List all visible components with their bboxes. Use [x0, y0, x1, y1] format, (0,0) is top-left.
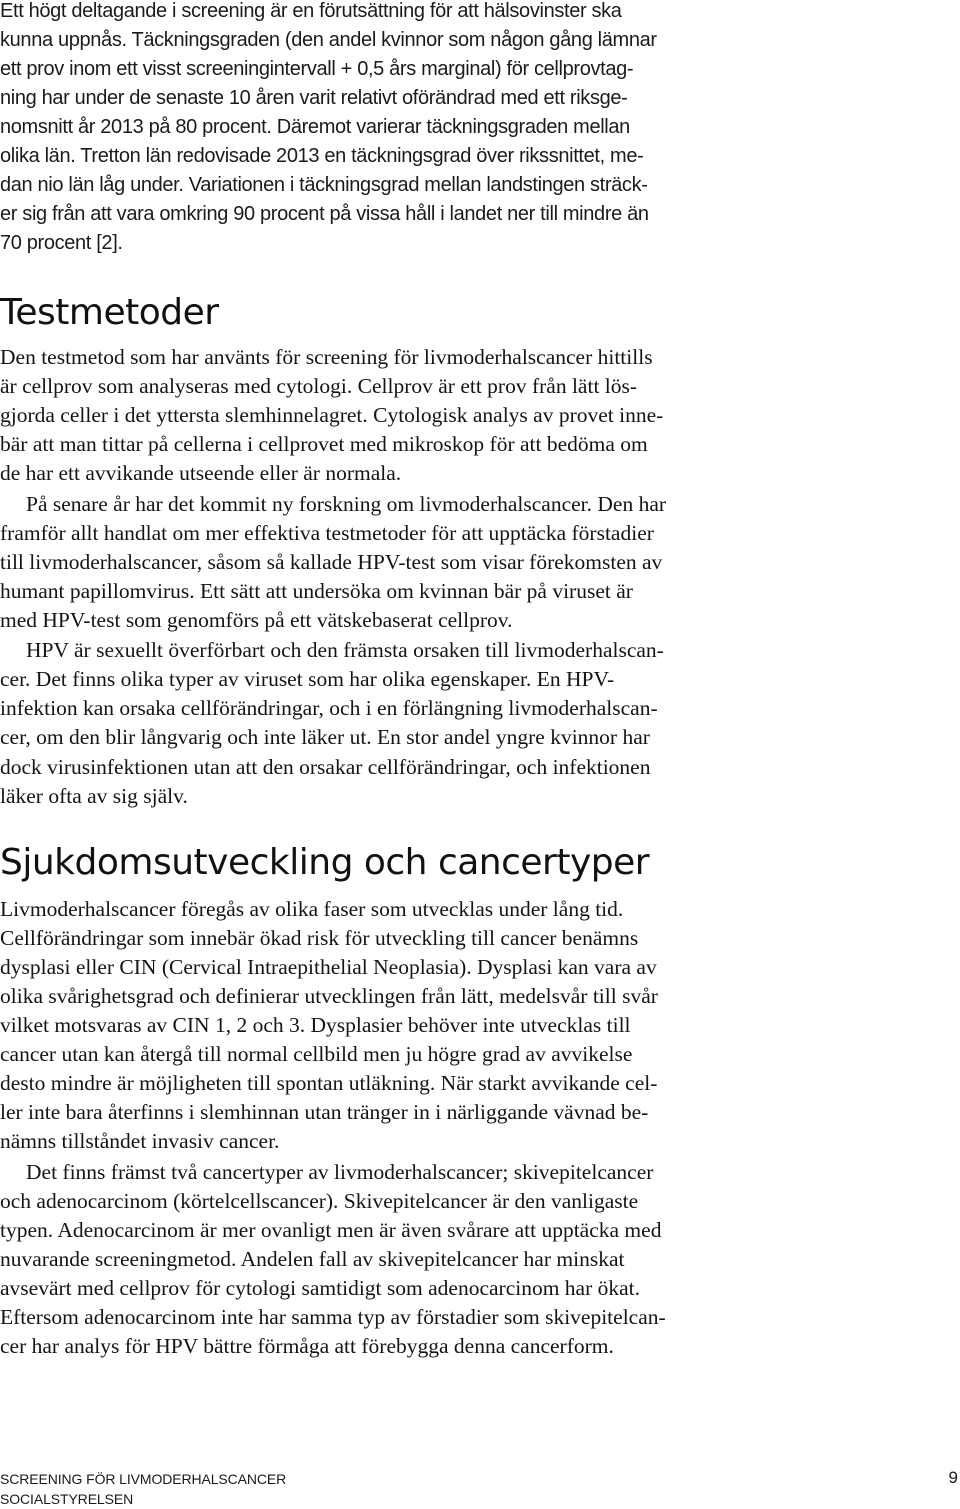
text-line: de har ett avvikande utseende eller är normala.: [0, 461, 402, 485]
text-line: cer har analys för HPV bättre förmåga att förebygga denna cancerform.: [0, 1334, 614, 1358]
text-line: vilket motsvaras av CIN 1, 2 och 3. Dysplasier behöver inte utvecklas till: [0, 1013, 631, 1037]
text-line: cancer utan kan återgå till normal cellbild men ju högre grad av avvikelse: [0, 1042, 633, 1066]
text-line: Ett högt deltagande i screening är en förutsättning för att hälsovinster ska: [0, 0, 622, 22]
text-line: Eftersom adenocarcinom inte har samma typ av förstadier som skivepitelcan-: [0, 1305, 666, 1329]
text-line: är cellprov som analyseras med cytologi. Cellprov är ett prov från lätt lös-: [0, 374, 638, 398]
text-line: ett prov inom ett visst screeningintervall + 0,5 års marginal) för cellprovtag-: [0, 58, 634, 80]
text-line: kunna uppnås. Täckningsgraden (den andel kvinnor som någon gång lämnar: [0, 29, 657, 51]
footer-organization: SOCIALSTYRELSEN: [0, 1491, 134, 1507]
text-line: Livmoderhalscancer föregås av olika faser som utvecklas under lång tid.: [0, 897, 624, 921]
text-line: HPV är sexuellt överförbart och den främsta orsaken till livmoderhalscan-: [26, 638, 664, 662]
text-line: er sig från att vara omkring 90 procent på vissa håll i landet ner till mindre än: [0, 203, 649, 225]
section-heading-testmetoder: Testmetoder: [0, 292, 219, 333]
text-line: typen. Adenocarcinom är mer ovanligt men är även svårare att upptäcka med: [0, 1218, 662, 1242]
text-line: till livmoderhalscancer, såsom så kallade HPV-test som visar förekomsten av: [0, 550, 663, 574]
text-line: ning har under de senaste 10 åren varit relativt oförändrad med ett riksge-: [0, 87, 628, 109]
text-line: avsevärt med cellprov för cytologi samtidigt som adenocarcinom har ökat.: [0, 1276, 641, 1300]
text-line: cer. Det finns olika typer av viruset som har olika egenskaper. En HPV-: [0, 667, 615, 691]
text-line: bär att man tittar på cellerna i cellprovet med mikroskop för att bedöma om: [0, 432, 648, 456]
text-line: nämns tillståndet invasiv cancer.: [0, 1129, 280, 1153]
section-heading-sjukdomsutveckling: Sjukdomsutveckling och cancertyper: [0, 842, 650, 883]
text-line: nuvarande screeningmetod. Andelen fall av skivepitelcancer har minskat: [0, 1247, 625, 1271]
text-line: humant papillomvirus. Ett sätt att undersöka om kvinnan bär på viruset är: [0, 579, 633, 603]
text-line: Den testmetod som har använts för screening för livmoderhalscancer hittills: [0, 345, 653, 369]
text-line: och adenocarcinom (körtelcellscancer). Skivepitelcancer är den vanligaste: [0, 1189, 639, 1213]
text-line: dock virusinfektionen utan att den orsakar cellförändringar, och infektionen: [0, 755, 651, 779]
text-line: infektion kan orsaka cellförändringar, och i en förlängning livmoderhalscan-: [0, 696, 658, 720]
text-line: läker ofta av sig själv.: [0, 784, 188, 808]
text-line: Det finns främst två cancertyper av livmoderhalscancer; skivepitelcancer: [26, 1160, 654, 1184]
text-line: framför allt handlat om mer effektiva testmetoder för att upptäcka förstadier: [0, 521, 654, 545]
text-line: cer, om den blir långvarig och inte läker ut. En stor andel yngre kvinnor har: [0, 725, 650, 749]
text-line: På senare år har det kommit ny forskning om livmoderhalscancer. Den har: [26, 492, 667, 516]
text-line: Cellförändringar som innebär ökad risk för utveckling till cancer benämns: [0, 926, 639, 950]
footer-publication-title: SCREENING FÖR LIVMODERHALSCANCER: [0, 1471, 287, 1487]
page-number: 9: [948, 1468, 958, 1487]
text-line: nomsnitt år 2013 på 80 procent. Däremot varierar täckningsgraden mellan: [0, 116, 630, 138]
text-line: ler inte bara återfinns i slemhinnan utan tränger in i närliggande vävnad be-: [0, 1100, 649, 1124]
text-line: med HPV-test som genomförs på ett vätskebaserat cellprov.: [0, 608, 513, 632]
text-line: desto mindre är möjligheten till spontan utläkning. När starkt avvikande cel-: [0, 1071, 658, 1095]
text-line: gjorda celler i det yttersta slemhinnelagret. Cytologisk analys av provet inne-: [0, 403, 664, 427]
text-line: olika län. Tretton län redovisade 2013 en täckningsgrad över rikssnittet, me-: [0, 145, 644, 167]
text-line: 70 procent [2].: [0, 232, 123, 254]
text-line: dysplasi eller CIN (Cervical Intraepithelial Neoplasia). Dysplasi kan vara av: [0, 955, 657, 979]
text-line: olika svårighetsgrad och definierar utvecklingen från lätt, medelsvår till svår: [0, 984, 658, 1008]
text-line: dan nio län låg under. Variationen i täckningsgrad mellan landstingen sträck-: [0, 174, 648, 196]
